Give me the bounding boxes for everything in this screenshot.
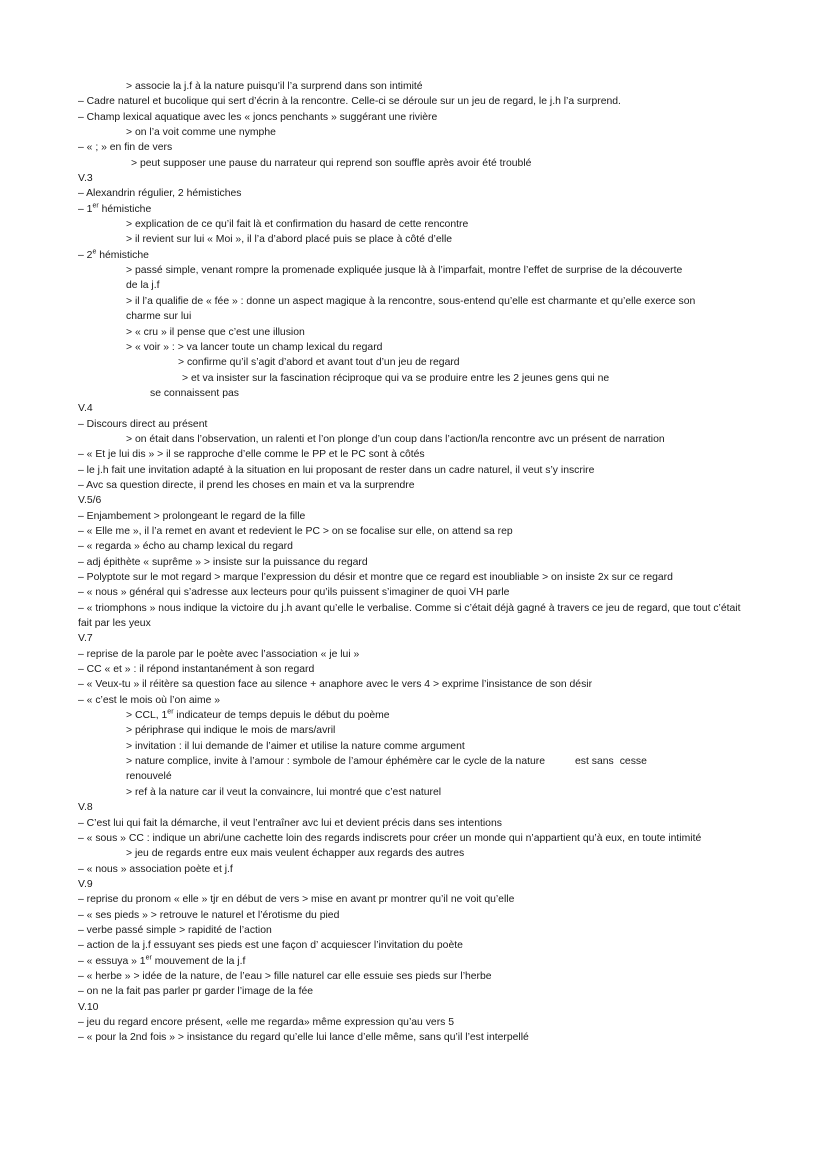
text-line: – verbe passé simple > rapidité de l’action	[78, 924, 272, 936]
section-heading: V.9	[78, 878, 93, 890]
text-line: > périphrase qui indique le mois de mars/avril	[126, 725, 336, 737]
superscript: e	[92, 248, 97, 256]
text-line	[78, 708, 750, 723]
line-part: cesse	[619, 756, 647, 768]
text-line: – Champ lexical aquatique avec les « joncs penchants » suggérant une rivière	[78, 111, 438, 123]
text-line: – « herbe » > idée de la nature, de l’eau > fille naturel car elle essuie ses pieds sur l’herbe	[78, 970, 492, 982]
text-line: – « pour la 2nd fois » > insistance du regard qu’elle lui lance d’elle même, sans qu’il l’est interpellé	[78, 1032, 529, 1044]
text-line: – Cadre naturel et bucolique qui sert d’écrin à la rencontre. Celle-ci se déroule sur un jeu de regard, le j.h l’a surprend.	[78, 96, 621, 108]
text-line: > « voir » : > va lancer toute un champ lexical du regard	[126, 341, 383, 353]
text-line: – « c’est le mois où l’on aime »	[78, 694, 221, 706]
text-line: – « sous » CC : indique un abri/une cachette loin des regards indiscrets pour créer un monde qui n’appartient qu’à eux, en toute intimité	[78, 832, 702, 844]
text-line: – « Veux-tu » il réitère sa question face au silence + anaphore avec le vers 4 > exprime l’insistance de son désir	[78, 679, 593, 691]
text-line: – Polyptote sur le mot regard > marque l’expression du désir et montre que ce regard est inoubliable > on insiste 2x sur ce regard	[78, 572, 673, 583]
text-line: > invitation : il lui demande de l’aimer et utilise la nature comme argument	[126, 740, 465, 752]
section-heading: V.3	[78, 173, 93, 185]
text-line	[78, 754, 750, 769]
section-heading: V.10	[78, 1001, 99, 1013]
text-line: – « Elle me », il l’a remet en avant et redevient le PC > on se focalise sur elle, on attend sa rep	[78, 525, 513, 537]
text-line: – Alexandrin régulier, 2 hémistiches	[78, 188, 242, 200]
text-line: – « ; » en fin de vers	[78, 142, 173, 154]
text-line	[78, 954, 750, 969]
line-part: – 1	[78, 203, 93, 215]
line-part: > CCL, 1	[126, 710, 168, 722]
superscript: er	[167, 708, 174, 716]
text-line: – « nous » association poète et j.f	[78, 863, 233, 875]
text-line: – action de la j.f essuyant ses pieds est une façon d’ acquiescer l’invitation du poète	[78, 940, 463, 952]
text-line: – « nous » général qui s’adresse aux lecteurs pour qu’ils puissent s’imaginer de quoi VH parle	[78, 587, 510, 599]
text-line	[78, 248, 750, 263]
text-line: – reprise de la parole par le poète avec l’association « je lui »	[78, 648, 360, 660]
line-part: indicateur de temps depuis le début du poème	[173, 710, 390, 722]
line-part: hémistiche	[98, 203, 152, 215]
superscript: er	[92, 202, 99, 210]
section-heading: V.8	[78, 802, 93, 814]
text-line: – « ses pieds » > retrouve le naturel et l’érotisme du pied	[78, 909, 340, 921]
text-line: > passé simple, venant rompre la promenade expliquée jusque là à l’imparfait, montre l’effet de surprise de la découverte de la j.f	[126, 265, 683, 292]
text-line: – jeu du regard encore présent, «elle me regarda» même expression qu’au vers 5	[78, 1016, 455, 1028]
line-part: – « essuya » 1	[78, 955, 146, 967]
text-line: > « cru » il pense que c’est une illusion	[126, 326, 305, 338]
text-line: – « triomphons » nous indique la victoire du j.h avant qu’elle le verbalise. Comme si c’était déjà gagné à travers ce jeu de regard, que tout c’était fait par les yeux	[78, 602, 741, 630]
superscript: er	[145, 954, 152, 962]
text-line: – Enjambement > prolongeant le regard de la fille	[78, 510, 306, 522]
text-line: > on était dans l’observation, un ralenti et l’on plonge d’un coup dans l’action/la rencontre avc un présent de narration	[126, 433, 665, 445]
line-part: mouvement de la j.f	[151, 955, 246, 967]
section-heading: V.7	[78, 633, 93, 645]
line-part: – 2	[78, 249, 93, 261]
text-line	[78, 202, 750, 217]
text-line: – adj épithète « suprême » > insiste sur la puissance du regard	[78, 556, 368, 568]
text-line: > confirme qu’il s’agit d’abord et avant tout d’un jeu de regard	[178, 357, 460, 369]
line-part: > nature complice, invite à l’amour : symbole de l’amour éphémère car le cycle de la nature	[126, 756, 546, 768]
text-line: > on l’a voit comme une nymphe	[126, 127, 276, 139]
notes-body	[78, 79, 750, 1046]
line-part: est sans	[575, 756, 614, 768]
text-line: – CC « et » : il répond instantanément à son regard	[78, 664, 315, 676]
text-line: > associe la j.f à la nature puisqu’il l’a surprend dans son intimité	[126, 81, 423, 92]
text-line: – reprise du pronom « elle » tjr en début de vers > mise en avant pr montrer qu’il ne voit qu’elle	[78, 894, 515, 906]
text-line: > peut supposer une pause du narrateur qui reprend son souffle après avoir été troublé	[131, 157, 532, 169]
text-line: renouvelé	[126, 771, 172, 783]
text-line: > il revient sur lui « Moi », il l’a d’abord placé puis se place à côté d’elle	[126, 234, 453, 246]
text-line: > jeu de regards entre eux mais veulent échapper aux regards des autres	[126, 848, 465, 860]
section-heading: V.5/6	[78, 495, 102, 507]
text-line: – « Et je lui dis » > il se rapproche d’elle comme le PP et le PC sont à côtés	[78, 449, 425, 461]
text-line: – Discours direct au présent	[78, 418, 208, 430]
line-part: hémistiche	[96, 249, 149, 261]
text-line: – on ne la fait pas parler pr garder l’image de la fée	[78, 986, 314, 998]
text-line: > et va insister sur la fascination réciproque qui va se produire entre les 2 jeunes gens qui ne	[182, 372, 610, 384]
section-heading: V.4	[78, 403, 93, 415]
text-line: > il l’a qualifie de « fée » : donne un aspect magique à la rencontre, sous-entend qu’elle est charmante et qu’elle exerce son charme sur lui	[126, 295, 696, 323]
text-line: – le j.h fait une invitation adapté à la situation en lui proposant de rester dans un cadre naturel, il veut s’y inscrire	[78, 464, 595, 476]
text-line: – C’est lui qui fait la démarche, il veut l’entraîner avc lui et devient précis dans ses intentions	[78, 817, 502, 829]
text-line: > ref à la nature car il veut la convaincre, lui montré que c’est naturel	[126, 786, 442, 798]
text-line: – Avc sa question directe, il prend les choses en main et va la surprendre	[78, 479, 415, 491]
text-line: se connaissent pas	[150, 387, 239, 399]
text-line: – « regarda » écho au champ lexical du regard	[78, 541, 293, 553]
text-line: > explication de ce qu’il fait là et confirmation du hasard de cette rencontre	[126, 219, 469, 231]
